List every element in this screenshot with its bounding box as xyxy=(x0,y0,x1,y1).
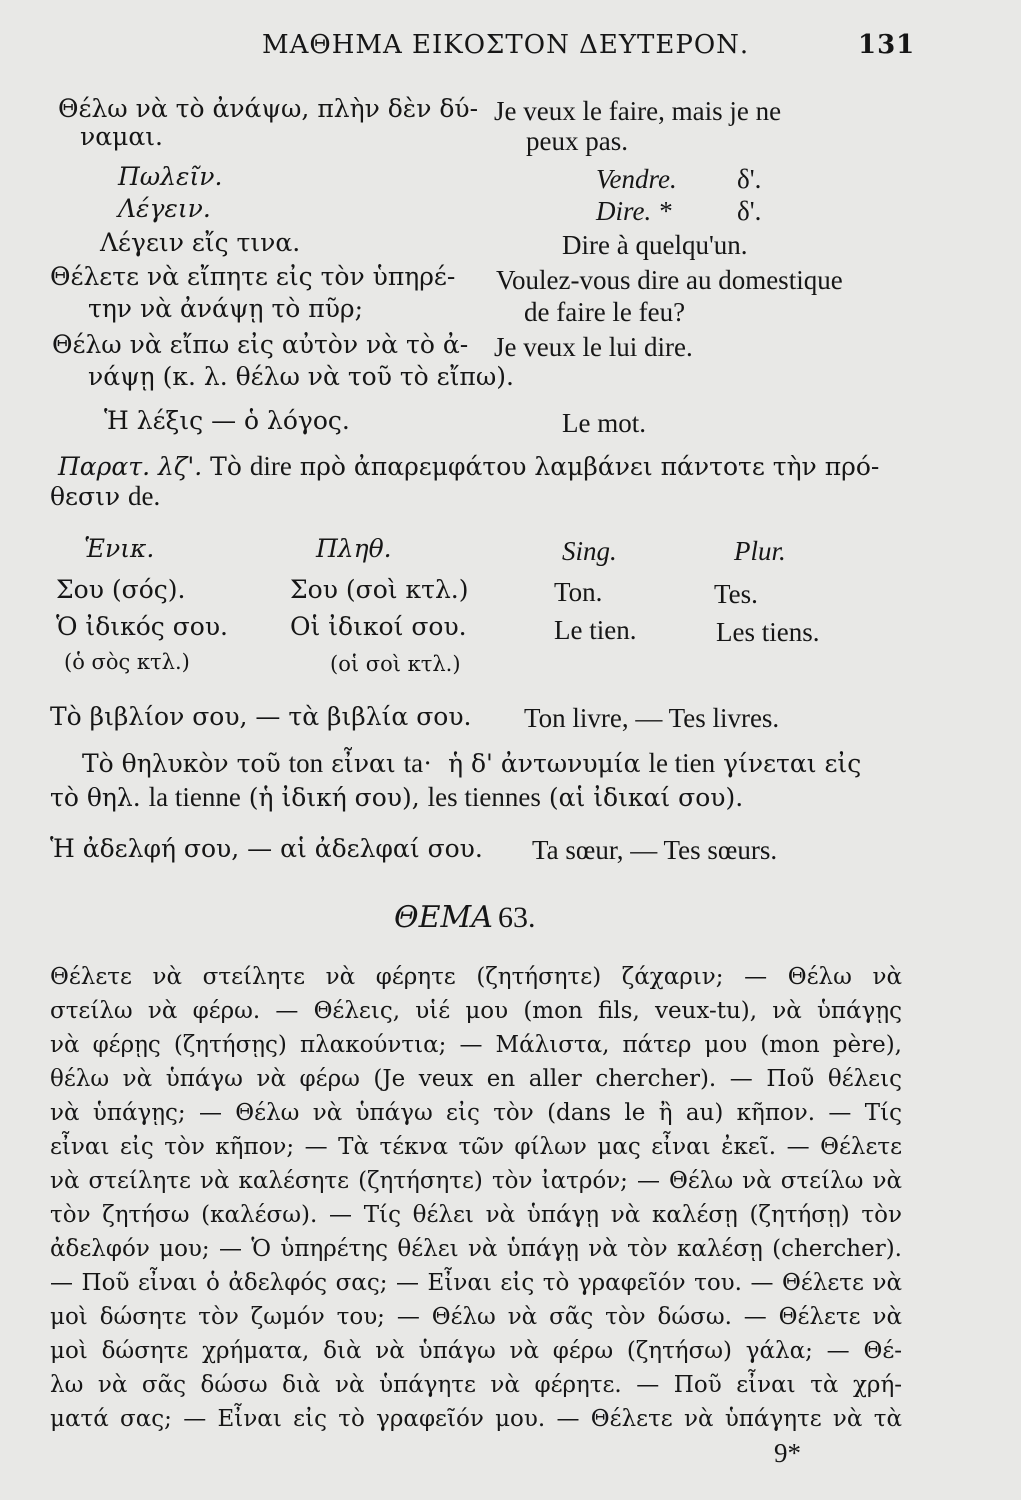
exercise-line: ἀδελφόν μου; — Ὁ ὑπηρέτης θέλει νὰ ὑπάγῃ νὰ τὸν καλέσῃ (chercher). xyxy=(50,1236,902,1262)
exercise-line: ματά σας; — Εἶναι εἰς τὸ γραφεῖόν μου. — Θέλετε νὰ ὑπάγητε νὰ τὰ xyxy=(50,1406,902,1432)
grammar-note-label: Παρατ. λζ'. xyxy=(58,452,203,481)
vocab-gr-4: Λέγειν εἴς τινα. xyxy=(100,228,301,257)
vocab-gr-5b: την νὰ ἀνάψῃ τὸ πῦρ; xyxy=(88,294,364,323)
exercise-line: νὰ ὑπάγῃς; — Θέλω νὰ ὑπάγω εἰς τὸν (dans le ἢ au) κῆπον. — Τίς xyxy=(50,1100,902,1126)
table-cell-r1c2: Σου (σοὶ κτλ.) xyxy=(290,575,469,604)
vocab-gr-6b: νάψῃ (κ. λ. θέλω νὰ τοῦ τὸ εἴπω). xyxy=(88,362,514,391)
table-cell-r1c1: Σου (σός). xyxy=(56,575,186,604)
exercise-line: μοὶ δώσητε τὸν ζωμόν του; — Θέλω νὰ σᾶς τὸν δώσω. — Θέλετε νὰ xyxy=(50,1304,902,1330)
exercise-line: νὰ στείλητε νὰ καλέσητε (ζητήσητε) τὸν ἰατρόν; — Θέλω νὰ στείλω νὰ xyxy=(50,1168,902,1194)
exercise-line: λω νὰ σᾶς δώσω διὰ νὰ ὑπάγητε νὰ φέρητε. — Ποῦ εἶναι τὰ χρή- xyxy=(50,1372,902,1398)
vocab-gr-2: Πωλεῖν. xyxy=(118,162,223,191)
running-head-title: ΜΑΘΗΜΑ ΕΙΚΟΣΤΟΝ ΔΕΥΤΕΡΟΝ. xyxy=(262,30,750,60)
table-header-singular-fr: Sing. xyxy=(562,536,617,566)
vocab-fr-2: Vendre. xyxy=(596,164,677,194)
vocab-gr-6a: Θέλω νὰ εἴπω εἰς αὐτὸν νὰ τὸ ἀ- xyxy=(52,330,469,359)
example-book-gr: Τὸ βιβλίον σου, — τὰ βιβλία σου. xyxy=(50,702,472,731)
exercise-line: — Ποῦ εἶναι ὁ ἀδελφός σας; — Εἶναι εἰς τὸ γραφεῖόν του. — Θέλετε νὰ xyxy=(50,1270,902,1296)
feminine-note-line-2: τὸ θηλ. la tienne (ἡ ἰδική σου), les tiennes (αἱ ἰδικαί σου). xyxy=(50,782,744,812)
vocab-fr-5b: de faire le feu? xyxy=(524,297,686,327)
printer-signature: 9* xyxy=(774,1438,801,1468)
grammar-note-line-2: θεσιν de. xyxy=(50,481,161,511)
vocab-gr-7: Ἡ λέξις — ὁ λόγος. xyxy=(104,406,350,435)
exercise-line: μοὶ δώσητε χρήματα, διὰ νὰ ὑπάγω νὰ φέρω (ζητήσω) γάλα; — Θέ- xyxy=(50,1338,902,1364)
exercise-line: νὰ φέρῃς (ζητήσῃς) πλακούντια; — Μάλιστα, πάτερ μου (mon père), xyxy=(50,1032,902,1058)
vocab-fr-5a: Voulez-vous dire au domestique xyxy=(496,265,843,295)
table-cell-r3c2: (οἱ σοὶ κτλ.) xyxy=(330,652,461,676)
table-cell-r2c1: Ὁ ἰδικός σου. xyxy=(56,612,228,641)
vocab-mark-2: δ'. xyxy=(737,164,762,194)
grammar-note-line-1: Παρατ. λζ'. Τὸ dire πρὸ ἀπαρεμφάτου λαμβάνει πάντοτε τὴν πρό- xyxy=(58,451,880,481)
feminine-note-line-1: Τὸ θηλυκὸν τοῦ ton εἶναι ta· ἡ δ' ἀντωνυμία le tien γίνεται εἰς xyxy=(82,748,862,778)
vocab-fr-7: Le mot. xyxy=(562,408,646,438)
table-cell-r2c2: Οἱ ἰδικοί σου. xyxy=(290,612,467,641)
vocab-fr-1a: Je veux le faire, mais je ne xyxy=(494,96,782,126)
example-book-fr: Ton livre, — Tes livres. xyxy=(524,703,780,733)
exercise-line: θέλω νὰ ὑπάγω νὰ φέρω (Je veux en aller chercher). — Ποῦ θέλεις xyxy=(50,1066,902,1092)
vocab-mark-3: δ'. xyxy=(737,196,762,226)
example-sister-gr: Ἡ ἀδελφή σου, — αἱ ἀδελφαί σου. xyxy=(50,834,483,863)
exercise-line: τὸν ζητήσω (καλέσω). — Τίς θέλει νὰ ὑπάγῃ νὰ καλέσῃ (ζητήσῃ) τὸν xyxy=(50,1202,902,1228)
exercise-line: Θέλετε νὰ στείλητε νὰ φέρητε (ζητήσητε) ζάχαριν; — Θέλω νὰ xyxy=(50,964,902,990)
page-number: 131 xyxy=(858,30,916,60)
table-cell-r2c3: Le tien. xyxy=(554,615,637,645)
vocab-gr-1a: Θέλω νὰ τὸ ἀνάψω, πλὴν δὲν δύ- xyxy=(58,94,479,123)
exercise-line: στείλω νὰ φέρω. — Θέλεις, υἱέ μου (mon fils, veux-tu), νὰ ὑπάγῃς xyxy=(50,998,902,1024)
table-cell-r1c3: Ton. xyxy=(554,577,603,607)
vocab-fr-3: Dire. * xyxy=(596,196,672,226)
vocab-gr-3: Λέγειν. xyxy=(118,194,211,223)
vocab-gr-1b: ναμαι. xyxy=(80,122,163,151)
table-header-singular-gr: Ἑνικ. xyxy=(84,534,155,563)
table-cell-r2c4: Les tiens. xyxy=(716,617,820,647)
exercise-line: εἶναι εἰς τὸν κῆπον; — Τὰ τέκνα τῶν φίλων μας εἶναι ἐκεῖ. — Θέλετε xyxy=(50,1134,902,1160)
vocab-fr-4: Dire à quelqu'un. xyxy=(562,230,748,260)
theme-number: 63. xyxy=(497,901,536,934)
vocab-fr-6a: Je veux le lui dire. xyxy=(494,332,693,362)
vocab-gr-5a: Θέλετε νὰ εἴπητε εἰς τὸν ὑπηρέ- xyxy=(50,262,456,291)
table-header-plural-fr: Plur. xyxy=(734,536,786,566)
vocab-fr-1b: peux pas. xyxy=(526,126,628,156)
table-cell-r3c1: (ὁ σὸς κτλ.) xyxy=(64,650,190,674)
theme-title: ΘΕΜΑ xyxy=(394,900,493,935)
table-cell-r1c4: Tes. xyxy=(714,579,758,609)
theme-heading xyxy=(394,900,535,935)
example-sister-fr: Ta sœur, — Tes sœurs. xyxy=(532,835,778,865)
table-header-plural-gr: Πληθ. xyxy=(316,534,392,563)
